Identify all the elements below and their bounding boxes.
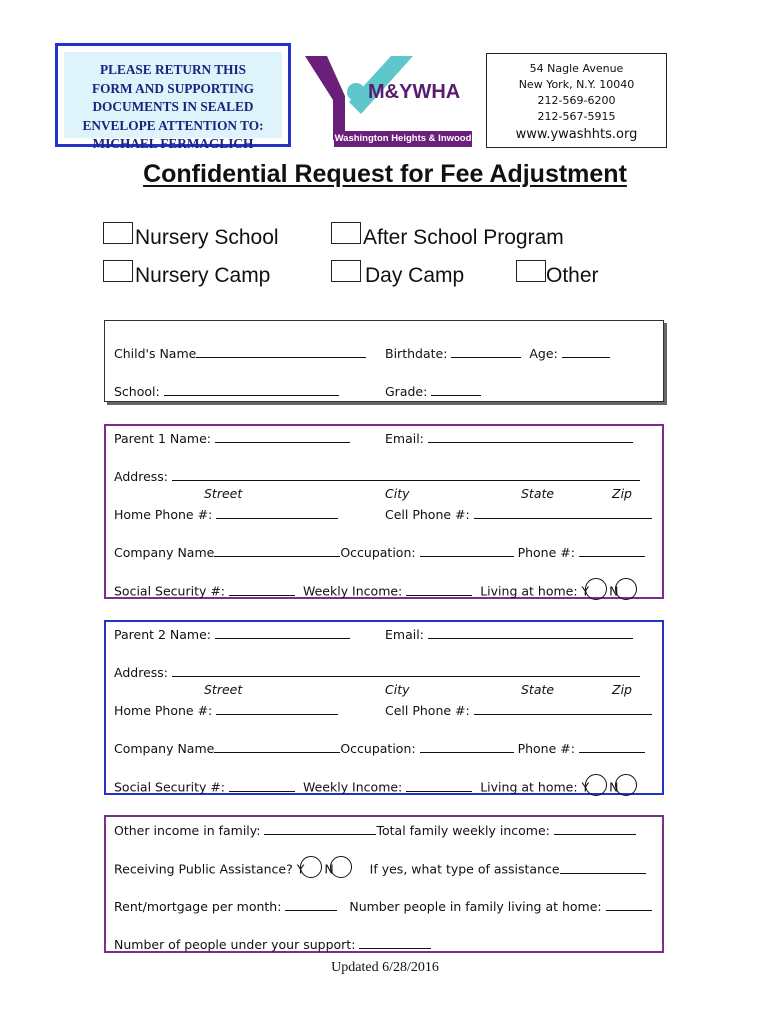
- parent2-home-phone-label: Home Phone #:: [114, 703, 213, 718]
- parent1-ssn-label: Social Security #:: [114, 583, 226, 599]
- other-income-label: Other income in family:: [114, 823, 261, 838]
- nursery-school-label: Nursery School: [135, 226, 279, 249]
- other-label: Other: [546, 264, 599, 287]
- parent2-address-label: Address:: [114, 665, 168, 680]
- updated-date: Updated 6/28/2016: [331, 960, 439, 975]
- parent2-company-label: Company Name: [114, 741, 215, 756]
- public-assistance-yes-label: Y: [296, 861, 305, 877]
- parent1-email-field[interactable]: [385, 429, 633, 447]
- return-notice-box: [55, 43, 291, 151]
- address-street: 54 Nagle Avenue: [529, 62, 624, 75]
- parent2-home-phone-field[interactable]: [114, 701, 338, 719]
- school-label: School:: [114, 384, 160, 399]
- notice-line: FORM AND SUPPORTING: [91, 80, 255, 96]
- public-assistance-no-radio[interactable]: [330, 856, 352, 878]
- parent2-street-hint: Street: [204, 682, 243, 697]
- address-phone-1: 212-569-6200: [537, 94, 616, 107]
- parent1-zip-hint: Zip: [612, 486, 632, 501]
- parent2-ssn-field[interactable]: [114, 777, 639, 799]
- parent1-section: [104, 424, 664, 599]
- form-title: [0, 160, 770, 189]
- parent1-email-label: Email:: [385, 431, 424, 446]
- parent1-occupation-label: Occupation:: [340, 545, 416, 560]
- parent1-cell-phone-label: Cell Phone #:: [385, 507, 470, 522]
- parent1-ssn-field[interactable]: [114, 581, 639, 603]
- parent1-name-field[interactable]: [114, 429, 350, 447]
- parent1-street-hint: Street: [204, 486, 243, 501]
- parent1-living-no-radio[interactable]: [615, 578, 637, 600]
- parent2-name-field[interactable]: [114, 625, 350, 643]
- birthdate-field[interactable]: [385, 344, 610, 362]
- public-assistance-label: Receiving Public Assistance?: [114, 861, 293, 877]
- parent2-living-yes-radio[interactable]: [585, 774, 607, 796]
- address-website: www.ywashhts.org: [515, 127, 638, 142]
- parent2-ssn-label: Social Security #:: [114, 779, 226, 795]
- people-support-field[interactable]: [114, 935, 431, 953]
- parent1-yes-label: Y: [581, 583, 590, 599]
- parent2-email-field[interactable]: [385, 625, 633, 643]
- notice-line: PLEASE RETURN THIS: [99, 62, 247, 77]
- public-assistance-yes-radio[interactable]: [300, 856, 322, 878]
- notice-line: DOCUMENTS IN SEALED: [92, 99, 254, 114]
- parent2-section: [104, 620, 664, 795]
- parent2-yes-label: Y: [581, 779, 590, 795]
- school-field[interactable]: [114, 382, 339, 400]
- people-support-label: Number of people under your support:: [114, 937, 356, 952]
- return-notice-text: [64, 61, 282, 154]
- address-city: New York, N.Y. 10040: [518, 78, 635, 91]
- logo-subtitle: Washington Heights & Inwood: [334, 131, 472, 147]
- parent1-cell-phone-field[interactable]: [385, 505, 652, 523]
- grade-label: Grade:: [385, 384, 428, 399]
- parent2-company-field[interactable]: [114, 739, 645, 757]
- grade-field[interactable]: [385, 382, 481, 400]
- parent2-weekly-income-label: Weekly Income:: [302, 779, 403, 795]
- people-home-label: Number people in family living at home:: [349, 899, 602, 914]
- parent1-weekly-income-label: Weekly Income:: [302, 583, 403, 599]
- child-name-field[interactable]: [114, 344, 366, 362]
- parent2-cell-phone-label: Cell Phone #:: [385, 703, 470, 718]
- parent1-living-at-home-label: Living at home:: [480, 583, 578, 599]
- parent2-living-no-radio[interactable]: [615, 774, 637, 796]
- parent1-city-hint: City: [385, 486, 410, 501]
- after-school-checkbox[interactable]: [331, 222, 361, 244]
- return-notice-background: [64, 52, 282, 151]
- parent2-cell-phone-field[interactable]: [385, 701, 652, 719]
- parent1-address-label: Address:: [114, 469, 168, 484]
- parent2-email-label: Email:: [385, 627, 424, 642]
- parent1-phone-label: Phone #:: [517, 545, 575, 560]
- address-box: [486, 53, 667, 148]
- parent2-state-hint: State: [521, 682, 555, 697]
- nursery-school-checkbox[interactable]: [103, 222, 133, 244]
- public-assistance-no-label: N: [324, 861, 334, 877]
- parent1-name-label: Parent 1 Name:: [114, 431, 212, 446]
- household-section: [104, 815, 664, 953]
- parent1-no-label: N: [609, 583, 619, 599]
- rent-label: Rent/mortgage per month:: [114, 899, 282, 914]
- after-school-label: After School Program: [363, 226, 564, 249]
- nursery-camp-checkbox[interactable]: [103, 260, 133, 282]
- parent2-living-at-home-label: Living at home:: [480, 779, 578, 795]
- form-title-text: Confidential Request for Fee Adjustment: [143, 160, 627, 188]
- child-info-section: [104, 320, 664, 402]
- age-label: Age:: [529, 346, 558, 361]
- total-weekly-label: Total family weekly income:: [376, 823, 550, 838]
- birthdate-label: Birthdate:: [385, 346, 448, 361]
- parent2-zip-hint: Zip: [612, 682, 632, 697]
- parent1-address-field[interactable]: [114, 467, 640, 485]
- parent2-no-label: N: [609, 779, 619, 795]
- nursery-camp-label: Nursery Camp: [135, 264, 271, 287]
- public-assistance-field[interactable]: [114, 859, 646, 881]
- parent1-company-field[interactable]: [114, 543, 645, 561]
- logo-wordmark: M&YWHA: [368, 81, 461, 103]
- parent1-home-phone-field[interactable]: [114, 505, 338, 523]
- parent2-city-hint: City: [385, 682, 410, 697]
- assistance-type-label: If yes, what type of assistance: [369, 861, 560, 877]
- day-camp-label: Day Camp: [365, 264, 465, 287]
- rent-field[interactable]: [114, 897, 652, 915]
- child-name-label: Child's Name: [114, 346, 197, 361]
- parent2-name-label: Parent 2 Name:: [114, 627, 212, 642]
- parent2-occupation-label: Occupation:: [340, 741, 416, 756]
- parent1-home-phone-label: Home Phone #:: [114, 507, 213, 522]
- day-camp-checkbox[interactable]: [331, 260, 361, 282]
- other-checkbox[interactable]: [516, 260, 546, 282]
- parent1-living-yes-radio[interactable]: [585, 578, 607, 600]
- address-phone-2: 212-567-5915: [537, 110, 616, 123]
- other-income-field[interactable]: [114, 821, 636, 839]
- parent1-state-hint: State: [521, 486, 555, 501]
- notice-line: ENVELOPE ATTENTION TO:: [82, 117, 264, 133]
- notice-line: MICHAEL FERMAGLICH: [92, 136, 254, 151]
- parent2-address-field[interactable]: [114, 663, 640, 681]
- parent2-phone-label: Phone #:: [517, 741, 575, 756]
- parent1-company-label: Company Name: [114, 545, 215, 560]
